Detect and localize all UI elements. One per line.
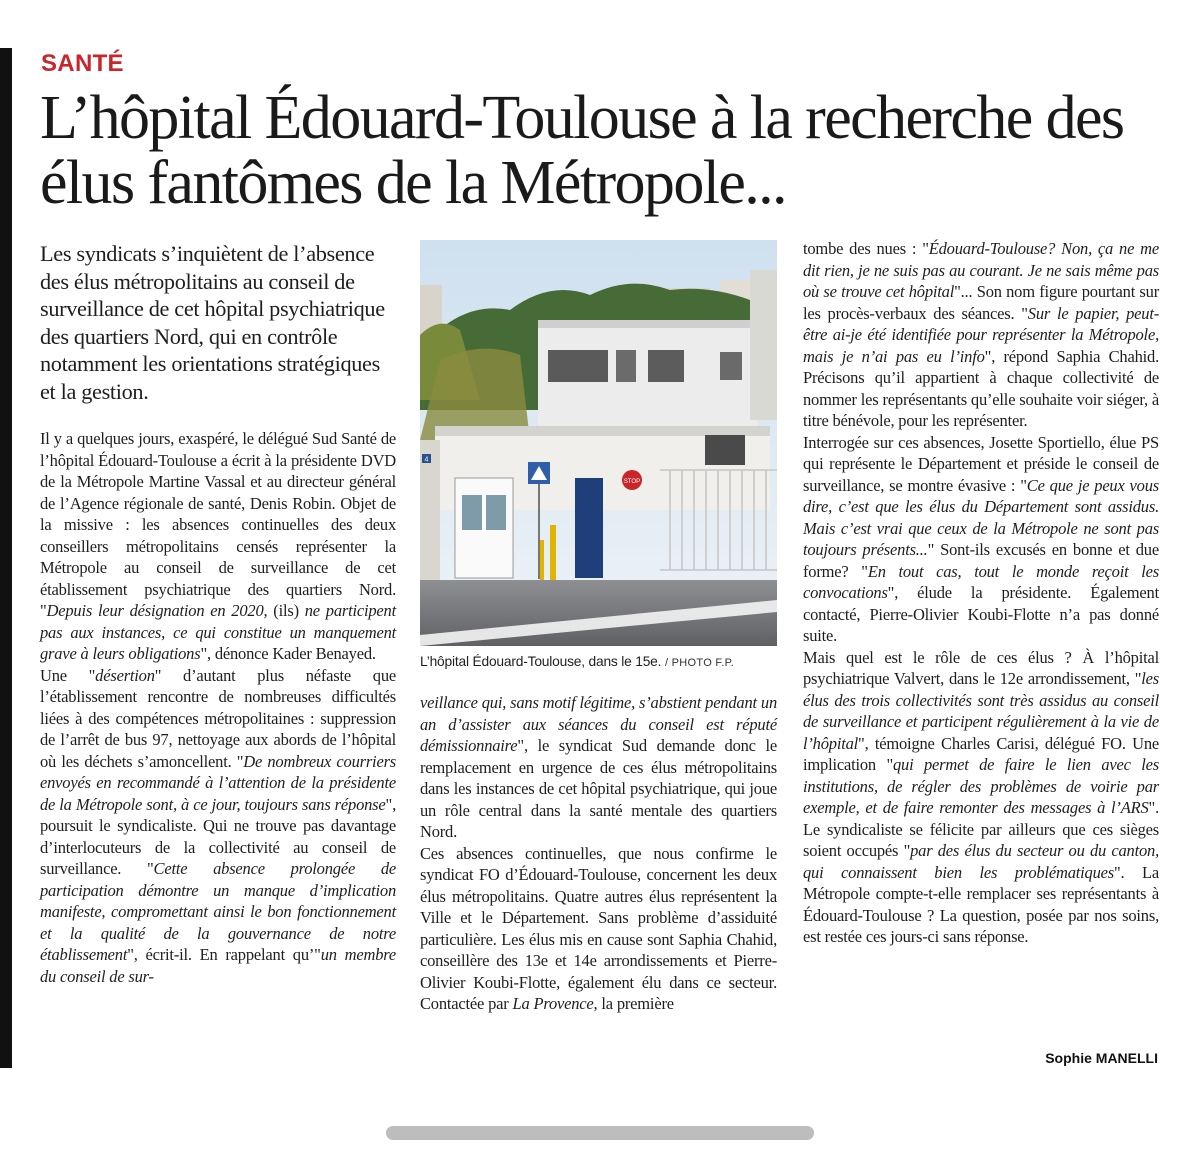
photo-caption: L’hôpital Édouard-Toulouse, dans le 15e. / PHOTO F.P.	[420, 654, 735, 669]
paragraph: Une "désertion" d’autant plus néfaste que l’établissement rencontre de nombreuses difficultés liées à des compétences métropolitaines : suppression de l’arrêt de bus 97, nettoyage aux abords de l’hôpital où les déchets s’amoncellent. "De nombreux courriers envoyés en recommandé à l’attention de la présidente de la Métropole sont, à ce jour, toujours sans réponse", poursuit le syndicaliste. Qui ne trouve pas davantage d’interlocuteurs de la collectivité au conseil de surveillance. "Cette absence prolongée de participation démontre un manque d’implication manifeste, compromettant ainsi le bon fonctionnement et la qualité de la gouvernance de notre établissement", écrit-il. En rappelant qu’"un membre du conseil de sur-	[40, 665, 397, 986]
hospital-photo	[420, 240, 777, 646]
paragraph: tombe des nues : "Édouard-Toulouse? Non, ça ne me dit rien, je ne suis pas au courant. Je ne sais même pas où se trouve cet hôpital"... Son nom figure pourtant sur les procès-verbaux des séances. "Sur le papier, peut-être ai-je été identifiée pour représenter la Métropole, mais je n’ai pas eu l’info", répond Saphia Chahid. Précisons qu’il appartient à chaque collectivité de nommer les représentants qu’elle souhaite voir siéger, à titre bénévole, pour les représenter.	[803, 239, 1160, 430]
paragraph: Interrogée sur ces absences, Josette Sportiello, élue PS qui représente le Département et préside le conseil de surveillance, se montre évasive : "Ce que je peux vous dire, c’est que les élus du Département sont assidus. Mais c’est vrai que ceux de la Métropole ne sont pas toujours présents..." Sont-ils excusés en bonne et due forme? "En tout cas, tout le monde reçoit les convocations", élude la présidente. Également contacté, Pierre-Olivier Koubi-Flotte n’a pas donné suite.	[803, 432, 1159, 645]
article-column-3	[803, 238, 1159, 948]
article-column-2	[420, 692, 777, 1015]
paragraph: Ces absences continuelles, que nous confirme le syndicat FO d’Édouard-Toulouse, concernent les deux élus métropolitains. Quatre autres élus représentent la Ville et le Département. Sans problème d’assiduité particulière. Les élus mis en cause sont Saphia Chahid, conseillère des 13e et 14e arrondissements et Pierre-Olivier Koubi-Flotte, également élu dans ce secteur. Contactée par La Provence, la première	[420, 843, 777, 1013]
article-column-1	[40, 428, 396, 987]
section-rubric: SANTÉ	[41, 50, 124, 77]
article-headline: L’hôpital Édouard-Toulouse à la recherche des élus fantômes de la Métropole...	[40, 84, 1124, 217]
horizontal-scrollbar[interactable]	[386, 1126, 814, 1140]
building-number-plate: 4	[424, 456, 429, 464]
author-byline: Sophie MANELLI	[1045, 1050, 1158, 1066]
article-lead: Les syndicats s’inquiètent de l’absence des élus métropolitains au conseil de surveillance de cet hôpital psychiatrique des quartiers Nord, qui en contrôle notamment les orientations stratégiques et la gestion.	[40, 241, 385, 404]
paragraph: Mais quel est le rôle de ces élus ? À l’hôpital psychiatrique Valvert, dans le 12e arrondissement, "les élus des trois collectivités sont très assidus au conseil de surveillance et participent régulièrement à la vie de l’hôpital", témoigne Charles Carisi, délégué FO. Une implication "qui permet de faire le lien avec les institutions, de régler des problèmes de voirie par exemple, et de faire remonter des messages à l’ARS". Le syndicaliste se félicite par ailleurs que ces sièges soient occupés "par des élus du secteur ou du canton, qui connaissent bien les problématiques". La Métropole compte-t-elle remplacer ses représentants à Édouard-Toulouse ? La question, posée par nos soins, est restée ces jours-ci sans réponse.	[803, 647, 1159, 946]
stop-sign-text: STOP	[623, 479, 641, 485]
left-margin-rule	[0, 48, 12, 1068]
paragraph: veillance qui, sans motif légitime, s’abstient pendant un an d’assister aux séances du conseil est réputé démissionnaire", le syndicat Sud demande donc le remplacement en urgence de ces élus métropolitains dans les instances de cet hôpital psychiatrique, qui joue un rôle central dans la santé mentale des quartiers Nord.	[420, 693, 777, 841]
paragraph: Il y a quelques jours, exaspéré, le délégué Sud Santé de l’hôpital Édouard-Toulouse a écrit à la présidente DVD de la Métropole Martine Vassal et au directeur général de l’Agence régionale de santé, Denis Robin. Objet de la missive : les absences continuelles des deux conseillers métropolitains censés représenter la Métropole au conseil de surveillance de cet établissement psychiatrique des quartiers Nord. "Depuis leur désignation en 2020, (ils) ne participent pas aux instances, ce qui constitue un manquement grave à leurs obligations", dénonce Kader Benayed.	[40, 429, 396, 663]
photo-credit: / PHOTO F.P.	[664, 657, 735, 669]
